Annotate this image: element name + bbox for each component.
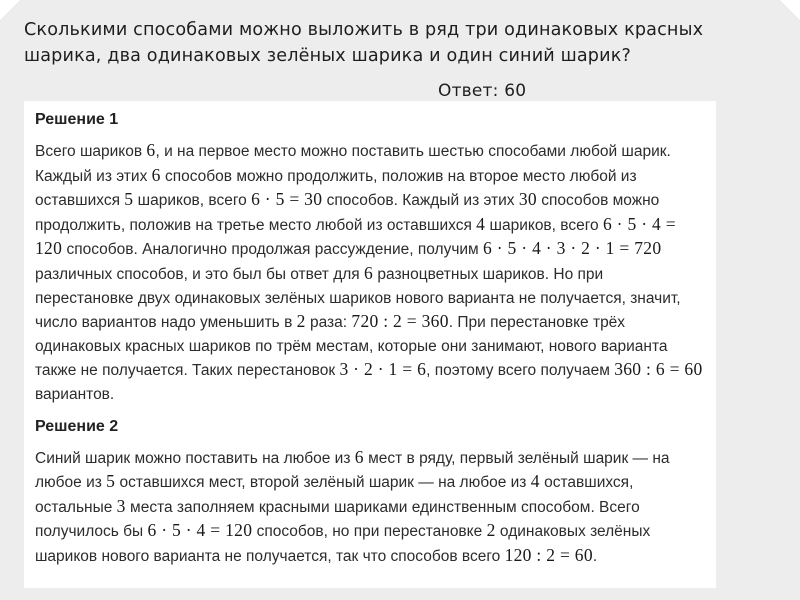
text-run: места заполняем красными шариками единственным способом. Всего получилось бы: [35, 498, 640, 541]
math-expression: 5: [124, 189, 134, 210]
math-expression: 2: [296, 311, 306, 332]
solution-block-1: [35, 110, 706, 407]
math-expression: 2: [486, 520, 496, 541]
text-run: раза:: [305, 314, 352, 332]
math-expression: 6 · 5 · 4 = 120: [147, 520, 253, 541]
text-run: оставшихся мест, второй зелёный шарик — на любое из: [115, 474, 531, 492]
text-run: способов, но при перестановке: [252, 523, 487, 541]
text-run: шариков, всего: [133, 192, 252, 210]
math-expression: 4: [530, 471, 540, 492]
text-run: , и на первое место можно поставить шестью способами любой шарик. Каждый из этих: [35, 143, 671, 185]
solution-text: [35, 446, 706, 569]
math-expression: 120 : 2 = 60: [504, 544, 593, 565]
text-run: способов можно продолжить, положив на третье место любой из оставшихся: [35, 192, 660, 234]
math-expression: 720 : 2 = 360: [351, 311, 449, 332]
math-expression: 6: [146, 140, 156, 160]
solution-block-2: [35, 417, 706, 569]
text-run: способов. Аналогично продолжая рассуждение, получим: [62, 241, 484, 259]
math-expression: 6: [364, 262, 374, 283]
text-run: Синий шарик можно поставить на любое из: [35, 449, 355, 467]
math-expression: 6 · 5 · 4 · 3 · 2 · 1 = 720: [483, 238, 662, 259]
math-expression: 5: [106, 471, 116, 492]
text-run: Всего шариков: [35, 143, 147, 160]
problem-question: Сколькими способами можно выложить в ряд три одинаковых красных шарика, два одинаковых зелёных шарика и один синий шарик?: [24, 20, 704, 66]
math-expression: 6 · 5 · 4 = 120: [35, 213, 676, 259]
math-expression: 6: [151, 164, 161, 185]
math-expression: 30: [518, 189, 537, 210]
text-run: , поэтому всего получаем: [426, 362, 615, 380]
math-expression: 3 · 2 · 1 = 6: [339, 359, 427, 380]
slide-corner-right: [780, 0, 800, 20]
math-expression: 6: [354, 446, 364, 467]
text-run: вариантов.: [35, 385, 115, 403]
text-run: мест в ряду, первый зелёный шарик — на любое из: [35, 449, 670, 492]
slide-corner-left: [0, 0, 20, 20]
math-expression: 360 : 6 = 60: [614, 359, 703, 380]
text-run: различных способов, и это был бы ответ для: [35, 265, 365, 283]
text-run: шариков, всего: [485, 216, 603, 234]
math-expression: 3: [116, 495, 126, 516]
text-run: способов можно продолжить, положив на второе место любой из оставшихся: [35, 167, 637, 210]
text-run: .: [592, 547, 598, 565]
text-run: . При перестановке трёх одинаковых красных шариков по трём местам, которые они занимают, нового варианта также не получается. Таких перестановок: [35, 314, 668, 380]
text-run: оставшихся, остальные: [35, 474, 634, 516]
text-run: одинаковых зелёных шариков нового варианта не получается, так что способов всего: [35, 523, 651, 565]
text-run: разноцветных шариков. Но при перестановке двух одинаковых зелёных шариков нового варианта не получается, значит, число вариантов надо уменьшить в: [35, 265, 681, 332]
solution-title: Решение 1: [35, 111, 119, 128]
math-expression: 6 · 5 = 30: [251, 189, 323, 210]
solution-panel: [24, 101, 716, 588]
solution-title: Решение 2: [35, 417, 119, 435]
text-run: способов. Каждый из этих: [322, 192, 519, 210]
math-expression: 4: [476, 213, 486, 234]
solution-text: [35, 139, 706, 407]
answer-label: Ответ: 60: [438, 81, 527, 101]
